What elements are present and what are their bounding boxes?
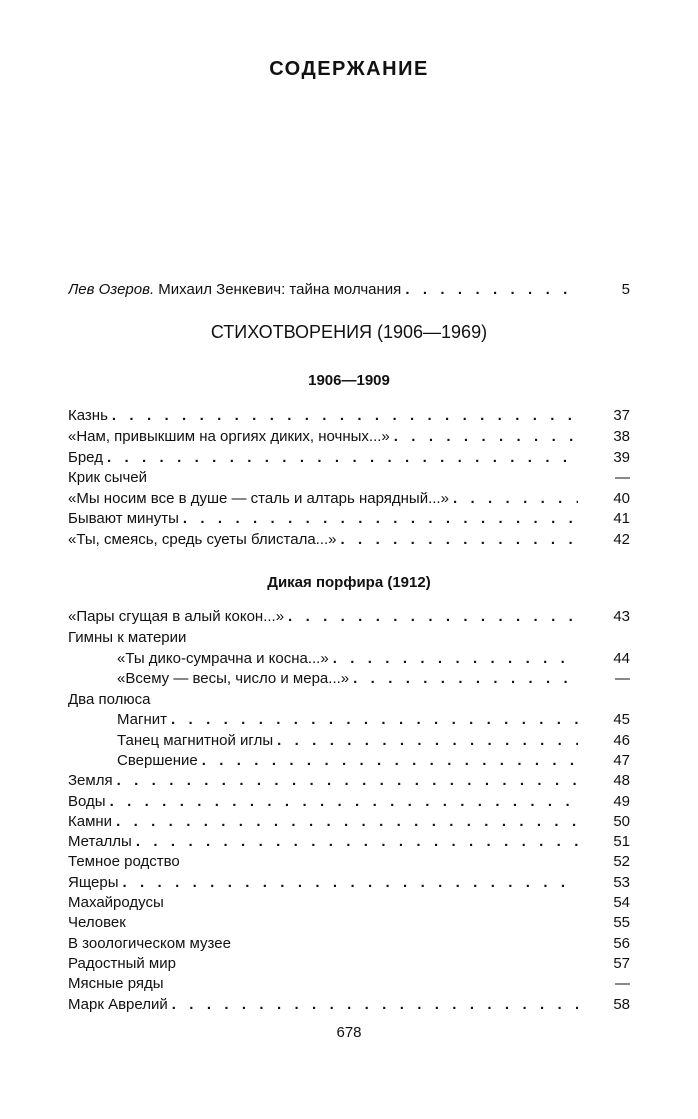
toc-row <box>0 731 698 751</box>
toc-row <box>0 530 698 550</box>
leader-dots <box>449 489 578 509</box>
leader-dots <box>337 530 578 550</box>
leader-dots <box>132 832 578 852</box>
author-name: Лев Озеров. <box>68 281 155 298</box>
page-number: 37 <box>613 407 630 424</box>
toc-entry-text: «Ты, смеясь, средь суеты блистала...» <box>68 531 337 548</box>
toc-entry-text: Земля <box>68 772 113 789</box>
leader-dots <box>273 731 578 751</box>
toc-entry-text: Металлы <box>68 833 132 850</box>
leader-dots <box>112 812 578 832</box>
page-number: 47 <box>613 752 630 769</box>
toc-entry-text: Крик сычей <box>68 469 148 486</box>
toc-entry-text: «Мы носим все в душе — сталь и алтарь нарядный...» <box>68 490 449 507</box>
toc-entry-text: Махайродусы <box>68 894 164 911</box>
page-number: 55 <box>613 914 630 931</box>
toc-entry-text: Танец магнитной иглы <box>117 732 274 749</box>
page-number: 56 <box>613 935 630 952</box>
toc-row <box>0 628 698 648</box>
toc-row <box>0 468 698 488</box>
essay-title: Михаил Зенкевич: тайна молчания <box>158 281 402 298</box>
toc-row <box>0 995 698 1015</box>
leader-dots <box>401 280 578 300</box>
toc-row <box>0 792 698 812</box>
leader-dots <box>284 607 578 627</box>
toc-row <box>0 489 698 509</box>
toc-entry-text: Мясные ряды <box>68 975 164 992</box>
page-number: — <box>615 469 630 486</box>
toc-entry-text: «Всему — весы, число и мера...» <box>117 670 350 687</box>
page-number: 57 <box>613 955 630 972</box>
toc-entry-text: Ящеры <box>68 874 119 891</box>
toc-entry-text: Темное родство <box>68 853 180 870</box>
leader-dots <box>168 995 578 1015</box>
page-number: 46 <box>613 732 630 749</box>
toc-entry-line <box>68 280 578 300</box>
page-number: 48 <box>613 772 630 789</box>
section-heading: СТИХОТВОРЕНИЯ (1906—1969) <box>210 322 488 342</box>
leader-dots <box>390 427 578 447</box>
leader-dots <box>113 771 578 791</box>
toc-entry-text: Два полюса <box>68 691 151 708</box>
page-number-footer: 678 <box>336 1024 362 1041</box>
page-number: 39 <box>613 449 630 466</box>
toc-entry-text: Камни <box>68 813 113 830</box>
page-number: 50 <box>613 813 630 830</box>
toc-entry-text <box>68 280 401 300</box>
toc-entry-text: Гимны к материи <box>68 629 187 646</box>
page-number: 41 <box>613 510 630 527</box>
toc-row <box>0 690 698 710</box>
toc-row <box>0 607 698 627</box>
toc-row <box>0 954 698 974</box>
page-number: 43 <box>613 608 630 625</box>
page-number: 45 <box>613 711 630 728</box>
toc-entry-text: Свершение <box>117 752 198 769</box>
page-number: — <box>615 670 630 687</box>
toc-row <box>0 832 698 852</box>
toc-row <box>0 771 698 791</box>
leader-dots <box>179 509 578 529</box>
toc-entry-text: Бред <box>68 449 103 466</box>
toc-intro-entry <box>0 280 698 300</box>
toc-row <box>0 812 698 832</box>
leader-dots <box>167 710 578 730</box>
toc-row <box>0 406 698 426</box>
toc-entry-text: Бывают минуты <box>68 510 179 527</box>
toc-row <box>0 669 698 689</box>
toc-row <box>0 427 698 447</box>
page-number: 40 <box>613 490 630 507</box>
group-heading-1906: 1906—1909 <box>308 372 390 389</box>
leader-dots <box>106 792 578 812</box>
toc-row <box>0 934 698 954</box>
leader-dots <box>108 406 578 426</box>
toc-entry-text: Магнит <box>117 711 168 728</box>
toc-row <box>0 448 698 468</box>
toc-row <box>0 852 698 872</box>
toc-row <box>0 913 698 933</box>
page-number: — <box>615 975 630 992</box>
toc-row <box>0 873 698 893</box>
toc-row <box>0 649 698 669</box>
page-number: 53 <box>613 874 630 891</box>
toc-entry-text: В зоологическом музее <box>68 935 231 952</box>
toc-entry-text: Человек <box>68 914 126 931</box>
toc-row <box>0 974 698 994</box>
page-number: 54 <box>613 894 630 911</box>
group-heading-dikaya-porfira: Дикая порфира (1912) <box>267 574 431 591</box>
leader-dots <box>349 669 578 689</box>
toc-entry-text: «Нам, привыкшим на оргиях диких, ночных...» <box>68 428 390 445</box>
toc-row <box>0 893 698 913</box>
leader-dots <box>103 448 578 468</box>
page-number: 52 <box>613 853 630 870</box>
leader-dots <box>198 751 578 771</box>
page-number: 5 <box>621 281 630 298</box>
leader-dots <box>329 649 578 669</box>
page-number: 38 <box>613 428 630 445</box>
toc-row <box>0 710 698 730</box>
page-number: 51 <box>613 833 630 850</box>
toc-entry-text: Воды <box>68 793 106 810</box>
page-number: 49 <box>613 793 630 810</box>
toc-row <box>0 509 698 529</box>
leader-dots <box>118 873 578 893</box>
toc-entry-text: Радостный мир <box>68 955 176 972</box>
toc-row <box>0 751 698 771</box>
toc-entry-text: Казнь <box>68 407 108 424</box>
toc-entry-text: «Пары сгущая в алый кокон...» <box>68 608 285 625</box>
page-number: 58 <box>613 996 630 1013</box>
page-number: 42 <box>613 531 630 548</box>
toc-entry-text: «Ты дико-сумрачна и косна...» <box>117 650 329 667</box>
page-number: 44 <box>613 650 630 667</box>
toc-entry-text: Марк Аврелий <box>68 996 168 1013</box>
page-title: СОДЕРЖАНИЕ <box>269 58 429 80</box>
